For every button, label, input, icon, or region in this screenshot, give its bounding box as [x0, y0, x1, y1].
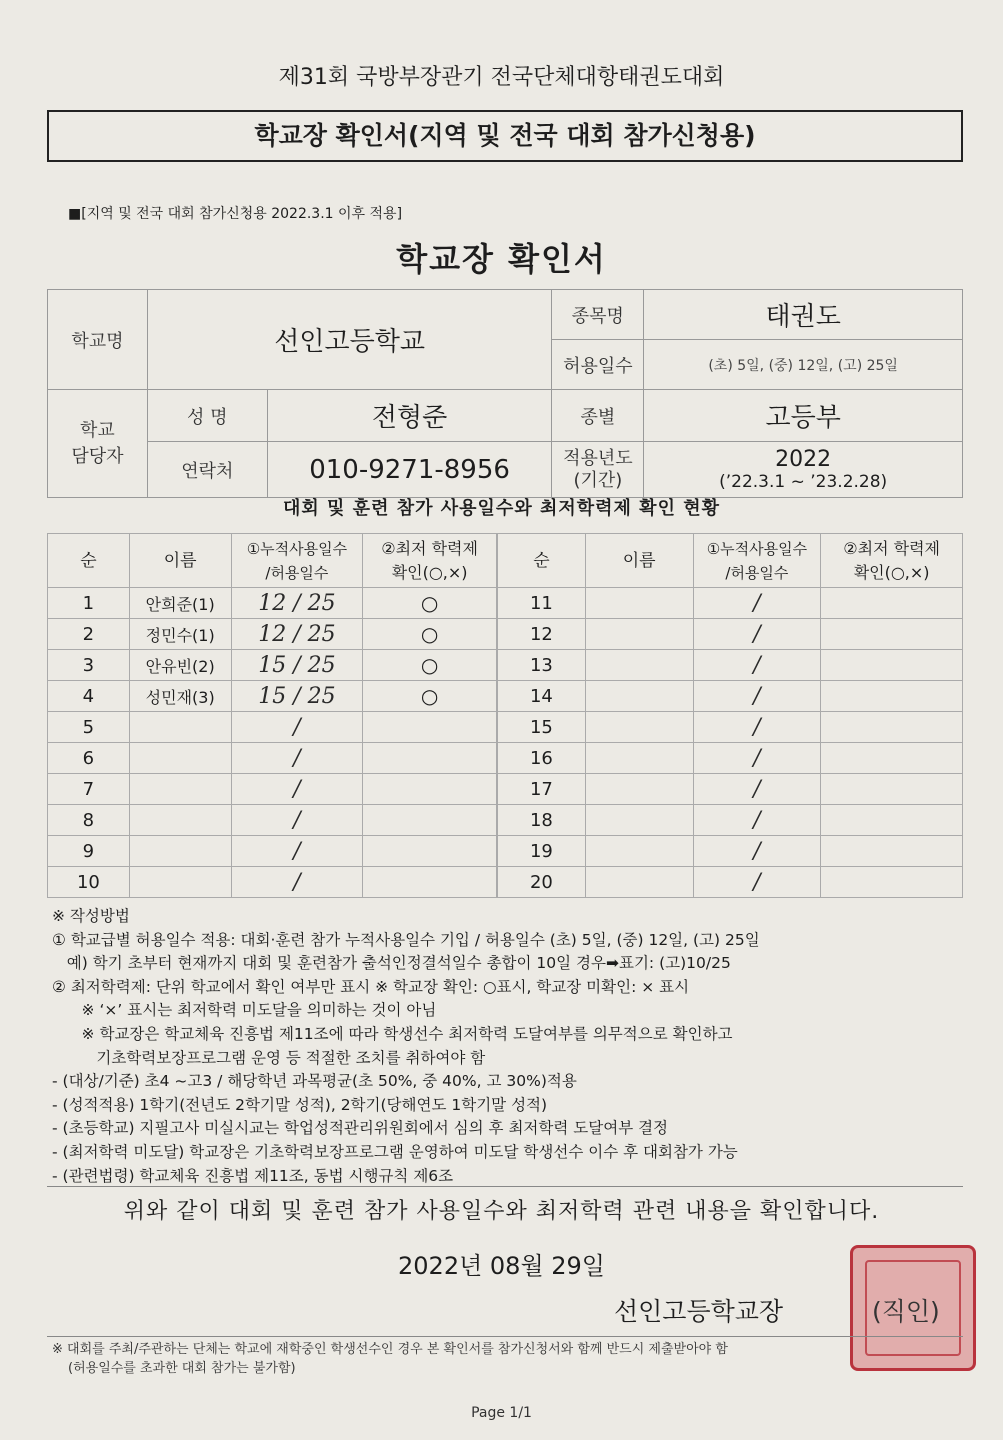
method-line: 기초학력보장프로그램 운영 등 적절한 조치를 취하여야 함 [52, 1048, 486, 1067]
col-no-header: 순 [48, 534, 130, 588]
row-min-check [821, 743, 963, 774]
row-days: / [231, 712, 363, 743]
row-number: 4 [48, 681, 130, 712]
row-min-check [363, 743, 497, 774]
table-row [498, 650, 963, 681]
school-info-table [47, 289, 963, 498]
method-line: - (최저학력 미도달) 학교장은 기초학력보장프로그램 운영하여 미도달 학생선수 이수 후 대회참가 가능 [52, 1142, 738, 1161]
row-name [585, 681, 693, 712]
row-min-check [821, 650, 963, 681]
row-name: 안유빈(2) [129, 650, 231, 681]
event-title: 제31회 국방부장관기 전국단체대항태권도대회 [278, 65, 725, 90]
table-row [498, 619, 963, 650]
row-number: 15 [498, 712, 586, 743]
applied-year-label: 적용년도 (기간) [552, 442, 644, 498]
row-days: / [231, 805, 363, 836]
row-min-check: ○ [363, 619, 497, 650]
row-days: / [231, 836, 363, 867]
method-line: ※ 학교장은 학교체육 진흥법 제11조에 따라 학생선수 최저학력 도달여부를 의무적으로 확인하고 [52, 1024, 733, 1043]
row-days: / [231, 743, 363, 774]
footer-note-main: ※ 대회를 주최/주관하는 단체는 학교에 재학중인 학생선수인 경우 본 확인서를 참가신청서와 함께 반드시 제출받아야 함 [52, 1342, 728, 1357]
row-number: 10 [48, 867, 130, 898]
col-name-header: 이름 [129, 534, 231, 588]
row-days: / [693, 712, 821, 743]
row-days: / [231, 774, 363, 805]
row-number: 2 [48, 619, 130, 650]
divider [47, 1186, 963, 1187]
table-row [498, 681, 963, 712]
table-row [48, 681, 497, 712]
row-days: / [693, 805, 821, 836]
participants-table-right [497, 533, 963, 898]
row-number: 3 [48, 650, 130, 681]
page-number: Page 1/1 [471, 1405, 532, 1421]
table-row [498, 774, 963, 805]
row-min-check [821, 712, 963, 743]
row-days: / [693, 867, 821, 898]
allowed-days-value: (초) 5일, (중) 12일, (고) 25일 [644, 340, 963, 390]
status-section-title: 대회 및 훈련 참가 사용일수와 최저학력제 확인 현황 [282, 498, 720, 519]
method-line: ※ ‘×’ 표시는 최저학력 미도달을 의미하는 것이 아님 [52, 1001, 437, 1020]
row-days: / [693, 774, 821, 805]
division-label: 종별 [552, 390, 644, 442]
school-name-label: 학교명 [48, 290, 148, 390]
seal-label: (직인) [872, 1297, 940, 1326]
row-number: 12 [498, 619, 586, 650]
method-line: - (초등학교) 지필고사 미실시교는 학업성적관리위원회에서 심의 후 최저학력 도달여부 결정 [52, 1119, 669, 1138]
method-line: 예) 학기 초부터 현재까지 대회 및 훈련참가 출석인정결석일수 총합이 10일 경우➡표기: (고)10/25 [52, 954, 731, 973]
row-min-check [363, 867, 497, 898]
row-min-check [821, 867, 963, 898]
row-number: 5 [48, 712, 130, 743]
table-row [48, 805, 497, 836]
col-no-header: 순 [498, 534, 586, 588]
row-days: / [231, 867, 363, 898]
row-min-check [821, 588, 963, 619]
document-box-title: 학교장 확인서(지역 및 전국 대회 참가신청용) [47, 110, 963, 162]
row-days: / [693, 619, 821, 650]
writing-method-notes [52, 905, 962, 1188]
method-line: - (성적적용) 1학기(전년도 2학기말 성적), 2학기(당해연도 1학기말 성적) [52, 1095, 548, 1114]
row-number: 9 [48, 836, 130, 867]
row-min-check [363, 774, 497, 805]
row-name [585, 867, 693, 898]
col-min-header: ②최저 학력제 확인(○,×) [363, 534, 497, 588]
col-days-header: ①누적사용일수 /허용일수 [693, 534, 821, 588]
row-min-check: ○ [363, 650, 497, 681]
row-days: / [693, 743, 821, 774]
divider [47, 1336, 963, 1337]
col-min-header: ②최저 학력제 확인(○,×) [821, 534, 963, 588]
method-line: ② 최저학력제: 단위 학교에서 확인 여부만 표시 ※ 학교장 확인: ○표시, 학교장 미확인: × 표시 [52, 977, 690, 996]
row-number: 16 [498, 743, 586, 774]
table-row [48, 712, 497, 743]
row-number: 7 [48, 774, 130, 805]
sport-label: 종목명 [552, 290, 644, 340]
table-row [48, 774, 497, 805]
row-min-check: ○ [363, 588, 497, 619]
row-min-check [363, 805, 497, 836]
table-row [498, 867, 963, 898]
row-min-check: ○ [363, 681, 497, 712]
row-days: 15 / 25 [231, 650, 363, 681]
row-days: / [693, 681, 821, 712]
table-row [48, 836, 497, 867]
row-name [585, 836, 693, 867]
row-name: 안희준(1) [129, 588, 231, 619]
method-line: ※ 작성방법 [52, 907, 130, 925]
applied-year-value: 2022 [775, 447, 832, 472]
table-row [48, 743, 497, 774]
row-name [129, 867, 231, 898]
manager-name-label: 성 명 [147, 390, 267, 442]
sport-value: 태권도 [644, 290, 963, 340]
row-min-check [821, 619, 963, 650]
row-number: 13 [498, 650, 586, 681]
row-name [585, 712, 693, 743]
applicability-note: ■[지역 및 전국 대회 참가신청용 2022.3.1 이후 적용] [68, 206, 403, 222]
row-number: 1 [48, 588, 130, 619]
row-name: 성민재(3) [129, 681, 231, 712]
col-name-header: 이름 [585, 534, 693, 588]
confirmation-statement: 위와 같이 대회 및 훈련 참가 사용일수와 최저학력 관련 내용을 확인합니다. [123, 1199, 880, 1224]
table-row [48, 619, 497, 650]
row-name [129, 774, 231, 805]
row-name: 정민수(1) [129, 619, 231, 650]
row-number: 8 [48, 805, 130, 836]
page-title: 학교장 확인서 [396, 240, 607, 278]
row-name [129, 712, 231, 743]
footer-notes [52, 1340, 952, 1378]
row-name [585, 588, 693, 619]
manager-label: 학교 담당자 [48, 390, 148, 498]
row-min-check [821, 774, 963, 805]
method-line: - (관련법령) 학교체육 진흥법 제11조, 동법 시행규칙 제6조 [52, 1166, 454, 1185]
school-name-value: 선인고등학교 [147, 290, 552, 390]
row-name [585, 743, 693, 774]
participants-table-left [47, 533, 497, 898]
row-days: 12 / 25 [231, 619, 363, 650]
row-name [129, 836, 231, 867]
table-row [498, 836, 963, 867]
row-number: 19 [498, 836, 586, 867]
row-number: 6 [48, 743, 130, 774]
row-days: / [693, 836, 821, 867]
row-name [129, 743, 231, 774]
table-row [48, 867, 497, 898]
row-days: / [693, 588, 821, 619]
row-name [585, 774, 693, 805]
row-min-check [363, 836, 497, 867]
footer-note-sub: (허용일수를 초과한 대회 참가는 불가함) [68, 1361, 296, 1376]
row-min-check [821, 681, 963, 712]
method-line: ① 학교급별 허용일수 적용: 대회·훈련 참가 누적사용일수 기입 / 허용일수 (초) 5일, (중) 12일, (고) 25일 [52, 930, 760, 949]
row-name [585, 619, 693, 650]
manager-name-value: 전형준 [267, 390, 552, 442]
row-name [585, 805, 693, 836]
table-row [498, 743, 963, 774]
row-days: 15 / 25 [231, 681, 363, 712]
participants-left-body [48, 588, 497, 898]
applied-year-cell [644, 442, 963, 498]
contact-label: 연락처 [147, 442, 267, 498]
contact-value: 010-9271-8956 [267, 442, 552, 498]
method-line: - (대상/기준) 초4 ~고3 / 해당학년 과목평균(초 50%, 중 40%, 고 30%)적용 [52, 1072, 577, 1091]
division-value: 고등부 [644, 390, 963, 442]
row-min-check [821, 805, 963, 836]
issue-date: 2022년 08월 29일 [398, 1252, 605, 1280]
table-row [498, 588, 963, 619]
row-min-check [821, 836, 963, 867]
row-number: 17 [498, 774, 586, 805]
row-number: 11 [498, 588, 586, 619]
table-row [48, 588, 497, 619]
col-days-header: ①누적사용일수 /허용일수 [231, 534, 363, 588]
allowed-days-label: 허용일수 [552, 340, 644, 390]
table-row [48, 650, 497, 681]
row-days: 12 / 25 [231, 588, 363, 619]
table-row [498, 805, 963, 836]
row-days: / [693, 650, 821, 681]
row-number: 14 [498, 681, 586, 712]
applied-year-period: (’22.3.1 ~ ’23.2.28) [719, 472, 888, 492]
row-name [585, 650, 693, 681]
row-number: 20 [498, 867, 586, 898]
row-min-check [363, 712, 497, 743]
row-number: 18 [498, 805, 586, 836]
row-name [129, 805, 231, 836]
participants-right-body [498, 588, 963, 898]
table-row [498, 712, 963, 743]
principal-signature: 선인고등학교장 [614, 1297, 784, 1326]
